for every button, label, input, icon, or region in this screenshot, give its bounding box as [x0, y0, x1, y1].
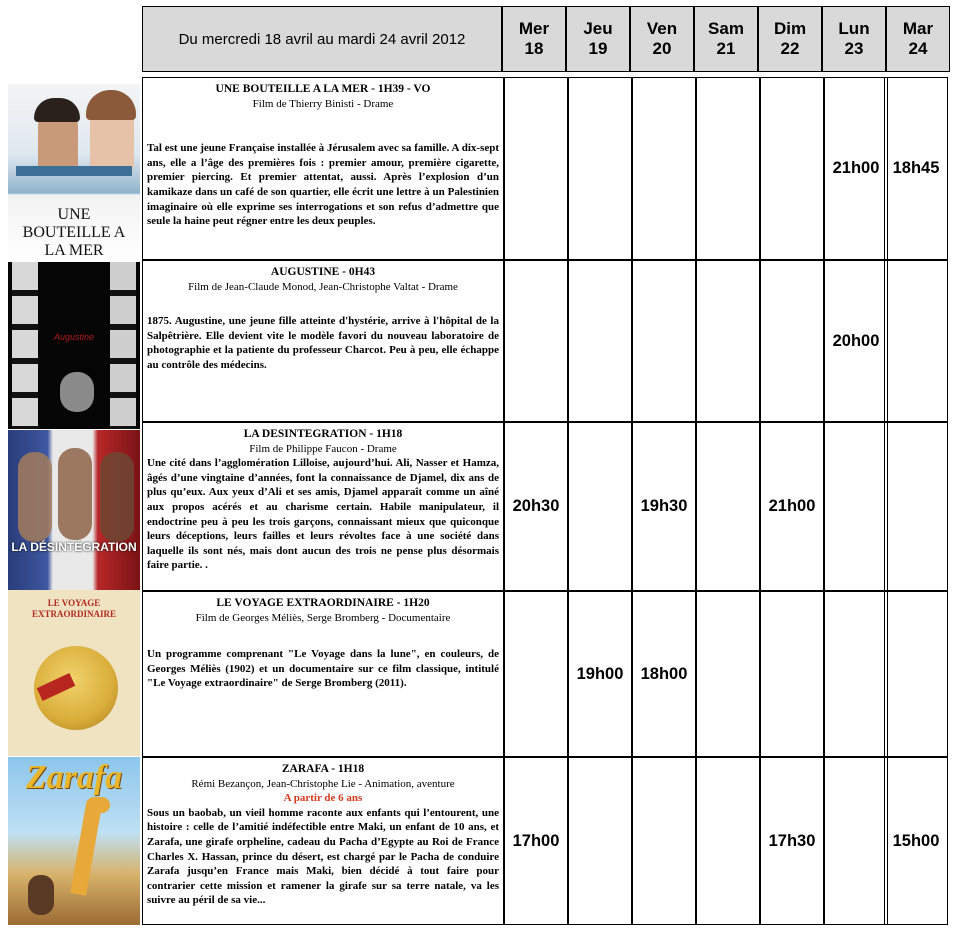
showtime-cell: [696, 260, 760, 422]
film-description: [142, 260, 504, 422]
showtime-cell: [696, 591, 760, 757]
showtime-cell: [884, 757, 948, 925]
showtime-cell: [632, 77, 696, 260]
showtime-cell: [568, 757, 632, 925]
showtime-cell: [632, 591, 696, 757]
film-credits: Film de Philippe Faucon - Drame: [249, 442, 397, 455]
day-number: 23: [844, 39, 864, 58]
day-name: Mer: [518, 19, 550, 38]
showtime-cell: [824, 260, 888, 422]
showtime-cell: [696, 422, 760, 591]
showtime-cell: [824, 422, 888, 591]
day-header-sat: [694, 6, 758, 72]
showtime-cell: [632, 260, 696, 422]
showtime-cell: [568, 77, 632, 260]
showtime-cell: [504, 422, 568, 591]
day-header-thu: [566, 6, 630, 72]
poster-augustine: [8, 262, 140, 429]
showtime-cell: [568, 591, 632, 757]
day-header-mon: [822, 6, 886, 72]
day-name: Dim: [773, 19, 807, 38]
poster-zarafa: [8, 757, 140, 925]
day-number: 22: [780, 39, 800, 58]
showtime-cell: [884, 591, 948, 757]
film-title: ZARAFA - 1H18: [281, 763, 365, 775]
film-description: [142, 422, 504, 591]
film-title: AUGUSTINE - 0H43: [270, 266, 376, 278]
film-title: LE VOYAGE EXTRAORDINAIRE - 1H20: [216, 597, 430, 609]
film-credits: Film de Thierry Binisti - Drame: [252, 97, 394, 110]
showtime-cell: [504, 591, 568, 757]
showtime-cell: [504, 757, 568, 925]
showtime-cell: [760, 260, 824, 422]
showtime-cell: [632, 757, 696, 925]
film-synopsis: Une cité dans l’agglomération Lilloise, aujourd’hui. Ali, Nasser et Hamza, âgés d’une vingtaine d’années, font la connaissance de Djamel, dix ans de plus qu’eux. Aux yeux d’Ali et ses amis, Djamel apparaît comme un aîné aux propos acérés et au charisme certain. Habile manipulateur, il endoctrine peu à peu les trois garçons, connaissant mieux que quiconque leurs déceptions, leurs failles et leurs révoltes face à une société dans laquelle ils sont nés, mais dont aucun des trois ne pense plus désormais faire partie. .: [147, 457, 499, 572]
showtime: 19h30: [640, 497, 688, 515]
day-number: 18: [524, 39, 544, 58]
film-title: UNE BOUTEILLE A LA MER - 1H39 - VO: [215, 83, 431, 95]
poster-title: UNE BOUTEILLE A LA MER: [22, 206, 126, 259]
showtime-cell: [884, 260, 948, 422]
showtime-cell: [824, 757, 888, 925]
showtime-cell: [884, 77, 948, 260]
showtime-cell: [632, 422, 696, 591]
film-synopsis: Sous un baobab, un vieil homme raconte aux enfants qui l’entourent, une histoire : celle de l’amitié indéfectible entre Maki, un enfant de 10 ans, et Zarafa, une girafe orpheline, cadeau du Pacha d’Egypte au Roi de France Charles X. Hassan, prince du désert, est chargé par le Pacha de conduire Zarafa jusqu’en France mais Maki, bien décidé à tout faire pour contrarier cette mission et ramener la girafe sur sa terre natale, va les suivre au péril de sa vie...: [147, 806, 499, 907]
day-name: Ven: [646, 19, 678, 38]
showtime-cell: [568, 260, 632, 422]
film-synopsis: 1875. Augustine, une jeune fille atteinte d'hystérie, arrive à l'hôpital de la Salpêtrière. Elle devient vite le modèle favori du nouveau laboratoire de photographie et la patiente du professeur Charcot. Peu à peu, elle échappe au contrôle des médecins.: [147, 315, 499, 371]
day-number: 19: [588, 39, 608, 58]
date-range-label: Du mercredi 18 avril au mardi 24 avril 2012: [178, 30, 466, 48]
poster-title: Augustine: [53, 332, 95, 342]
poster-la-desintegration: [8, 430, 140, 590]
showtime-cell: [760, 422, 824, 591]
day-number: 21: [716, 39, 736, 58]
film-synopsis: Tal est une jeune Française installée à Jérusalem avec sa famille. A dix-sept ans, elle a l’âge des premières fois : premier amour, première cigarette, premier piercing. Et premier attentat, aussi. Après l’explosion d’un kamikaze dans un café de son quartier, elle écrit une lettre à un Palestinien imaginaire où elle exprime ses interrogations et son refus d’admettre que seule la haine peut régner entre les deux peuples.: [147, 142, 499, 228]
showtime-cell: [760, 591, 824, 757]
showtime: 20h00: [832, 331, 880, 350]
day-header-sun: [758, 6, 822, 72]
poster-title: LE VOYAGE EXTRAORDINAIRE: [31, 598, 116, 619]
showtime-cell: [504, 260, 568, 422]
poster-title: LA DÉSINTÉGRATION: [11, 540, 137, 554]
film-credits: Film de Jean-Claude Monod, Jean-Christophe Valtat - Drame: [188, 280, 458, 293]
showtime-cell: [760, 757, 824, 925]
age-rating: A partir de 6 ans: [283, 792, 363, 805]
day-name: Mar: [902, 19, 934, 38]
film-description: [142, 591, 504, 757]
showtime-cell: [824, 77, 888, 260]
showtime: 18h00: [640, 664, 688, 683]
showtime: 17h30: [768, 831, 816, 850]
day-number: 24: [908, 39, 928, 58]
showtime-cell: [824, 591, 888, 757]
showtime-cell: [568, 422, 632, 591]
showtime: 18h45: [892, 159, 940, 177]
poster-title: Zarafa: [25, 759, 123, 796]
showtime: 20h30: [512, 497, 560, 515]
showtime-cell: [760, 77, 824, 260]
day-header-wed: [502, 6, 566, 72]
showtime-cell: [504, 77, 568, 260]
day-number: 20: [652, 39, 672, 58]
film-credits: Rémi Bezançon, Jean-Christophe Lie - Animation, aventure: [191, 777, 455, 790]
day-header-tue: [886, 6, 950, 72]
showtime: 15h00: [892, 831, 940, 850]
film-description: [142, 757, 504, 925]
showtime-cell: [696, 77, 760, 260]
day-name: Jeu: [583, 19, 613, 38]
film-title: LA DESINTEGRATION - 1H18: [243, 428, 403, 440]
showtime-cell: [884, 422, 948, 591]
day-name: Sam: [708, 19, 744, 38]
showtime: 17h00: [512, 831, 560, 850]
day-header-fri: [630, 6, 694, 72]
film-description: [142, 77, 504, 260]
showtime-cell: [696, 757, 760, 925]
film-synopsis: Un programme comprenant "Le Voyage dans la lune", en couleurs, de Georges Méliès (1902) et un documentaire sur ce film classique, intitulé "Le Voyage extraordinaire" de Serge Bromberg (2011).: [147, 648, 499, 690]
day-name: Lun: [838, 19, 870, 38]
showtime: 21h00: [768, 497, 816, 515]
showtime: 19h00: [576, 664, 624, 683]
poster-le-voyage-extraordinaire: [8, 590, 140, 756]
date-range-header: [142, 6, 502, 72]
film-credits: Film de Georges Méliès, Serge Bromberg - Documentaire: [195, 611, 451, 624]
poster-une-bouteille-a-la-mer: [8, 84, 140, 260]
showtime: 21h00: [832, 159, 880, 177]
